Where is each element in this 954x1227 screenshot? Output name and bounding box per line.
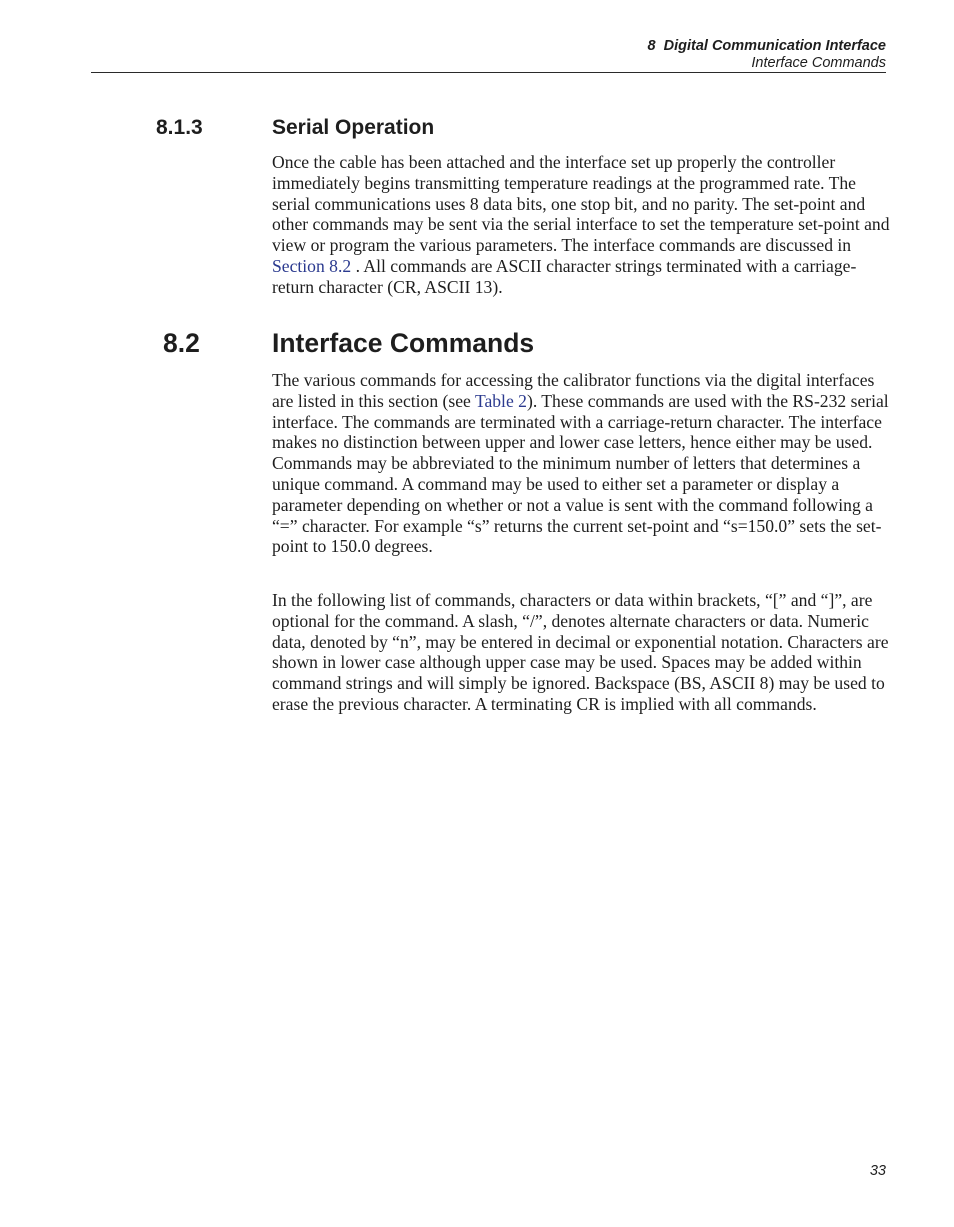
- running-header: [648, 38, 887, 72]
- table-2-link[interactable]: Table 2: [474, 390, 527, 411]
- page-number: 33: [869, 1163, 886, 1179]
- paragraph-text: The various commands for accessing the calibrator functions via the digital interfaces are listed in this section (see: [272, 370, 875, 411]
- paragraph-text: Once the cable has been attached and the interface set up properly the controller immediately begins transmitting temperature readings at the programmed rate. The serial communications uses 8 data bits, one stop bit, and no parity. The set-point and other commands may be sent via the serial interface to set the temperature set-point and view or program the various parameters. The interface commands are discussed in: [272, 152, 890, 256]
- section-title-interface-commands: Interface Commands: [272, 328, 535, 358]
- running-header-chapter: 8 Digital Communication Interface: [647, 38, 886, 54]
- paragraph-text: ). These commands are used with the RS-232 serial interface. The commands are terminated with a carriage-return character. The interface makes no distinction between upper and lower case letters, hence either may be used. Commands may be abbreviated to the minimum number of letters that determines a unique command. A command may be used to either set a parameter or display a parameter depending on whether or not a value is sent with the command following a “=” character. For example “s” returns the current set-point and “s=150.0” sets the set-point to 150.0 degrees.: [272, 390, 889, 557]
- paragraph-serial-operation: [272, 152, 890, 298]
- paragraph-interface-commands-intro: [272, 370, 890, 557]
- section-title-serial-operation: Serial Operation: [272, 116, 435, 139]
- running-header-section: Interface Commands: [751, 55, 886, 71]
- section-8-2-link[interactable]: Section 8.2: [272, 255, 352, 276]
- section-number-8-2: 8.2: [163, 328, 200, 358]
- section-number-8-1-3: 8.1.3: [156, 116, 203, 139]
- paragraph-text: . All commands are ASCII character strings terminated with a carriage-return character (CR, ASCII 13).: [272, 255, 857, 297]
- header-rule: [91, 72, 886, 73]
- paragraph-command-syntax: In the following list of commands, characters or data within brackets, “[” and “]”, are optional for the command. A slash, “/”, denotes alternate characters or data. Numeric data, denoted by “n”, may be entered in decimal or exponential notation. Characters are shown in lower case although upper case may be used. Spaces may be added within command strings and will simply be ignored. Backspace (BS, ASCII 8) may be used to erase the previous character. A terminating CR is implied with all commands.: [272, 590, 889, 714]
